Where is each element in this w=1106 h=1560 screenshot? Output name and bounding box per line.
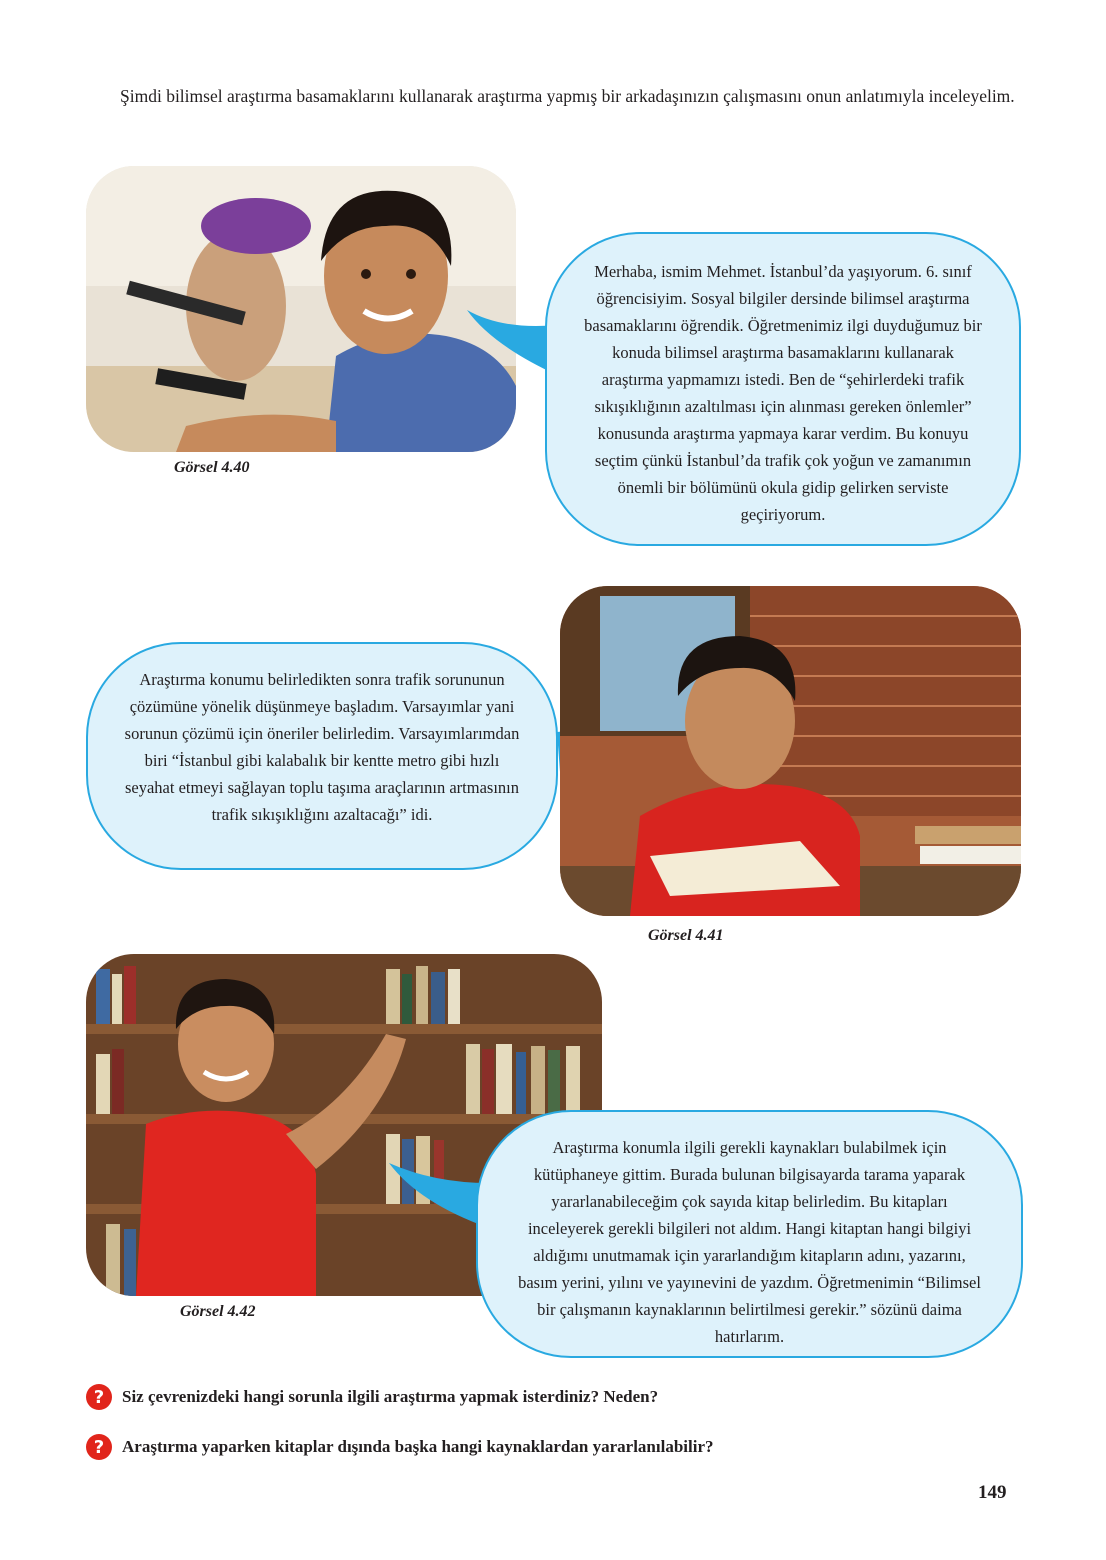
page-number: 149 [978, 1482, 1007, 1503]
caption-figure-2: Görsel 4.41 [648, 927, 724, 944]
question-mark-icon: ? [86, 1384, 112, 1410]
speech-bubble-1 [545, 232, 1021, 546]
intro-paragraph: Şimdi bilimsel araştırma basamaklarını kullanarak araştırma yapmış bir arkadaşınızın çalışmasını onun anlatımıyla inceleyelim. [120, 86, 1015, 106]
speech-bubble-2 [86, 642, 558, 870]
question-1 [86, 1384, 658, 1410]
bubble-3-text: Araştırma konumla ilgili gerekli kaynakları bulabilmek için kütüphaneye gittim. Burada bulunan bilgisayarda tarama yaparak yararlanabileceğim çok sayıda kitap belirledim. Bu kitapları inceleyerek gerekli bilgileri not aldım. Hangi kitaptan hangi bilgiyi aldığımı unutmamak için yararlandığım kitapların adını, yazarını, basım yerini, yılını ve yayınevini de yazdım. Öğretmenimin “Bilimsel bir çalışmanın kaynaklarının belirtilmesi gerekir.” sözünü daima hatırlarım. [518, 1138, 981, 1346]
bubble-2-text: Araştırma konumu belirledikten sonra trafik sorununun çözümüne yönelik düşünmeye başladım. Varsayımlar yani sorunun çözümü için öneriler belirledim. Varsayımlarımdan biri “İstanbul gibi kalabalık bir kentte metro gibi hızlı seyahat etmeyi sağlayan toplu taşıma araçlarının artmasının trafik sıkışıklığını azaltacağı” idi. [124, 670, 520, 824]
question-2 [86, 1434, 714, 1460]
question-mark-icon: ? [86, 1434, 112, 1460]
caption-figure-3: Görsel 4.42 [180, 1303, 256, 1320]
speech-bubble-3 [476, 1110, 1023, 1358]
photo-computer-lab [86, 166, 516, 452]
photo-thinking-boy [560, 586, 1021, 916]
caption-figure-1: Görsel 4.40 [174, 459, 250, 476]
question-2-text: Araştırma yaparken kitaplar dışında başka hangi kaynaklardan yararlanılabilir? [122, 1437, 714, 1456]
question-1-text: Siz çevrenizdeki hangi sorunla ilgili araştırma yapmak isterdiniz? Neden? [122, 1387, 659, 1406]
bubble-1-text: Merhaba, ismim Mehmet. İstanbul’da yaşıyorum. 6. sınıf öğrencisiyim. Sosyal bilgiler dersinde bilimsel araştırma basamaklarını öğrendik. Öğretmenimiz ilgi duyduğumuz bir konuda bilimsel araştırma basamaklarını kullanarak araştırma yapmamızı istedi. Ben de “şehirlerdeki trafik sıkışıklığının azaltılması için alınması gereken önlemler” konusunda araştırma yapmaya karar verdim. Bu konuyu seçtim çünkü İstanbul’da trafik çok yoğun ve zamanımın önemli bir bölümünü okula gidip gelirken serviste geçiriyorum. [584, 262, 982, 524]
